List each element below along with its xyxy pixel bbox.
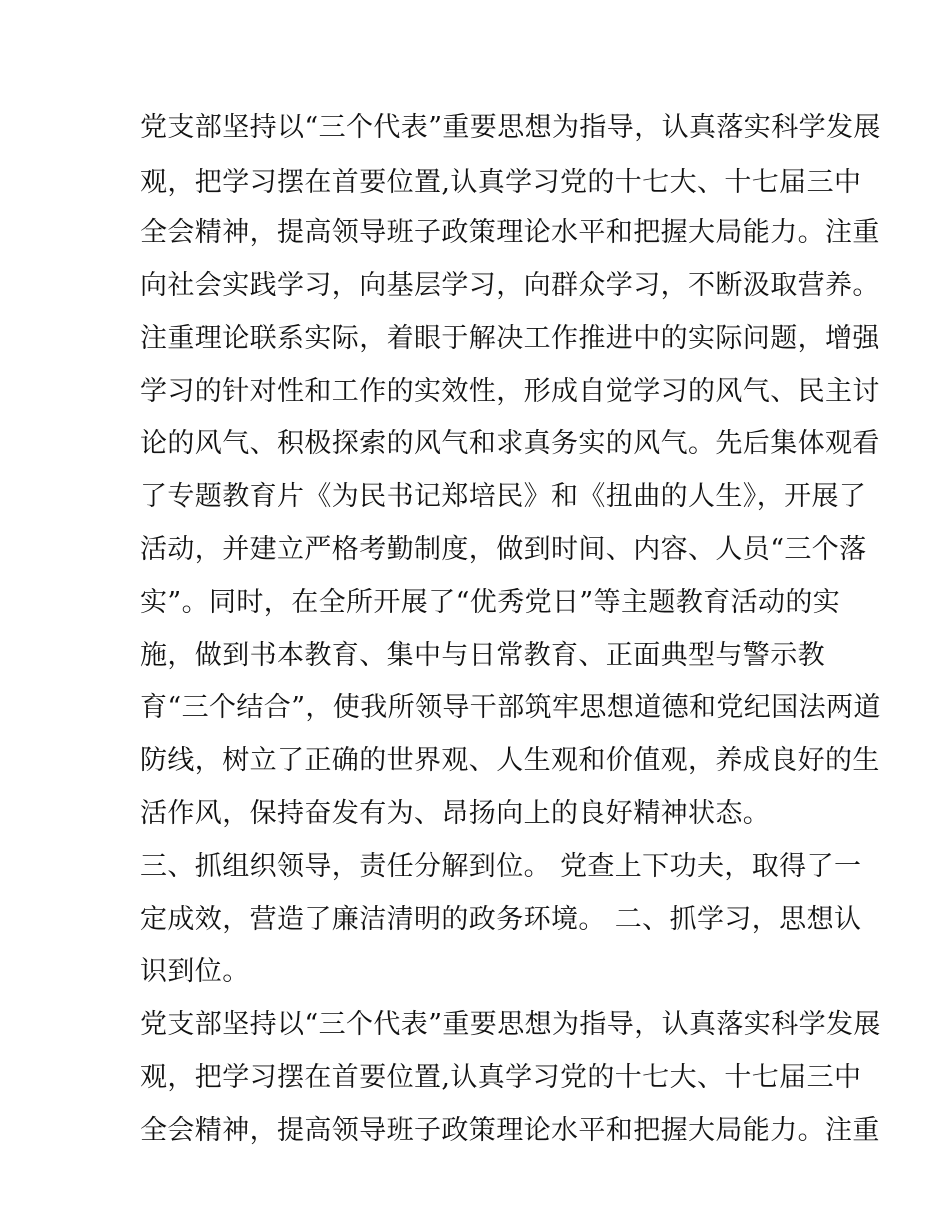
text-line: 党支部坚持以“三个代表”重要思想为指导，认真落实科学发展 xyxy=(140,1009,881,1040)
text-line: 防线，树立了正确的世界观、人生观和价值观，养成良好的生 xyxy=(140,745,880,776)
text-line: 观，把学习摆在首要位置,认真学习党的十七大、十七届三中 xyxy=(140,1062,862,1093)
text-line: 论的风气、积极探索的风气和求真务实的风气。先后集体观看 xyxy=(140,428,880,459)
text-line: 三、抓组织领导，责任分解到位。 党查上下功夫，取得了一 xyxy=(140,851,862,882)
text-line: 党支部坚持以“三个代表”重要思想为指导，认真落实科学发展 xyxy=(140,112,881,143)
text-line: 识到位。 xyxy=(140,956,250,987)
text-line: 施，做到书本教育、集中与日常教育、正面典型与警示教 xyxy=(140,640,825,671)
text-line: 实”。同时，在全所开展了“优秀党日”等主题教育活动的实 xyxy=(140,587,841,618)
text-line: 活作风，保持奋发有为、昂扬向上的良好精神状态。 xyxy=(140,798,771,829)
text-line: 向社会实践学习，向基层学习，向群众学习，不断汲取营养。 xyxy=(140,270,880,301)
text-line: 活动，并建立严格考勤制度，做到时间、内容、人员“三个落 xyxy=(140,534,867,565)
text-line: 学习的针对性和工作的实效性，形成自觉学习的风气、民主讨 xyxy=(140,376,880,407)
text-line: 观，把学习摆在首要位置,认真学习党的十七大、十七届三中 xyxy=(140,167,862,198)
text-line: 全会精神，提高领导班子政策理论水平和把握大局能力。注重 xyxy=(140,1115,880,1146)
text-line: 了专题教育片《为民书记郑培民》和《扭曲的人生》，开展了 xyxy=(140,481,867,512)
text-line: 定成效，营造了廉洁清明的政务环境。 二、抓学习，思想认 xyxy=(140,904,862,935)
text-line: 注重理论联系实际，着眼于解决工作推进中的实际问题，增强 xyxy=(140,323,880,354)
text-line: 育“三个结合”，使我所领导干部筑牢思想道德和党纪国法两道 xyxy=(140,692,881,723)
text-line: 全会精神，提高领导班子政策理论水平和把握大局能力。注重 xyxy=(140,217,880,248)
